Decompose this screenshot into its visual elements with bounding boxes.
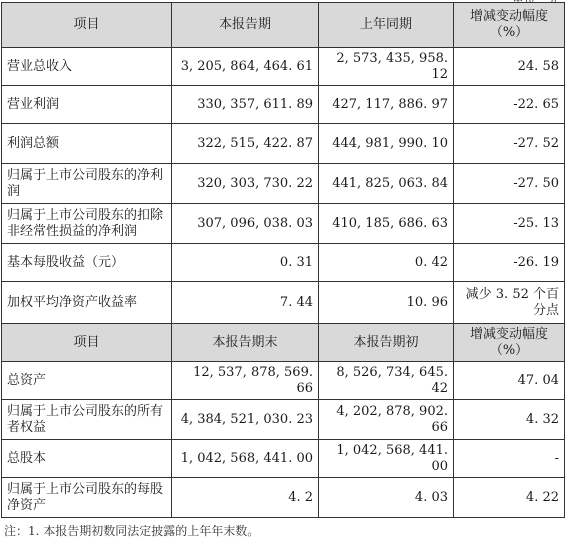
header-period-start: 本报告期初 <box>319 324 454 362</box>
row-current: 12, 537, 878, 569. 66 <box>172 362 319 400</box>
row-change: -26. 19 <box>454 244 565 282</box>
row-prior: 4. 03 <box>319 478 454 518</box>
header-period-end: 本报告期末 <box>172 324 319 362</box>
row-current: 330, 357, 611. 89 <box>172 86 319 124</box>
row-prior: 2, 573, 435, 958. 12 <box>319 48 454 86</box>
table-row <box>2 440 565 478</box>
row-item: 加权平均净资产收益率 <box>2 282 172 324</box>
row-prior: 441, 825, 063. 84 <box>319 164 454 204</box>
table-row <box>2 282 565 324</box>
header-item: 项目 <box>2 324 172 362</box>
financial-summary-table <box>1 2 565 518</box>
row-current: 7. 44 <box>172 282 319 324</box>
row-current: 0. 31 <box>172 244 319 282</box>
row-item: 归属于上市公司股东的每股净资产 <box>2 478 172 518</box>
table-row <box>2 362 565 400</box>
table-row <box>2 164 565 204</box>
header-change-pct: 增减变动幅度（%） <box>454 324 565 362</box>
row-item: 营业利润 <box>2 86 172 124</box>
row-change: 4. 22 <box>454 478 565 518</box>
table-row <box>2 48 565 86</box>
row-current: 4, 384, 521, 030. 23 <box>172 400 319 440</box>
row-item: 归属于上市公司股东的净利润 <box>2 164 172 204</box>
row-current: 3, 205, 864, 464. 61 <box>172 48 319 86</box>
row-prior: 4, 202, 878, 902. 66 <box>319 400 454 440</box>
row-change: -27. 52 <box>454 124 565 164</box>
row-prior: 1, 042, 568, 441. 00 <box>319 440 454 478</box>
header-prior-period: 上年同期 <box>319 3 454 48</box>
row-current: 4. 2 <box>172 478 319 518</box>
header-item: 项目 <box>2 3 172 48</box>
row-item: 营业总收入 <box>2 48 172 86</box>
footnote: 注：1. 本报告期初数同法定披露的上年年末数。 <box>4 524 260 538</box>
row-prior: 410, 185, 686. 63 <box>319 204 454 244</box>
table-row <box>2 400 565 440</box>
row-item: 总股本 <box>2 440 172 478</box>
table-row <box>2 244 565 282</box>
row-change: 47. 04 <box>454 362 565 400</box>
header-current-period: 本报告期 <box>172 3 319 48</box>
row-item: 利润总额 <box>2 124 172 164</box>
row-change: 24. 58 <box>454 48 565 86</box>
row-prior: 0. 42 <box>319 244 454 282</box>
row-current: 322, 515, 422. 87 <box>172 124 319 164</box>
row-change: 4. 32 <box>454 400 565 440</box>
row-item: 总资产 <box>2 362 172 400</box>
row-item: 归属于上市公司股东的所有者权益 <box>2 400 172 440</box>
row-current: 307, 096, 038. 03 <box>172 204 319 244</box>
table-row <box>2 124 565 164</box>
row-prior: 10. 96 <box>319 282 454 324</box>
row-change: 减少 3. 52 个百分点 <box>454 282 565 324</box>
row-prior: 8, 526, 734, 645. 42 <box>319 362 454 400</box>
header-change-pct: 增减变动幅度（%） <box>454 3 565 48</box>
row-change: - <box>454 440 565 478</box>
row-item: 归属于上市公司股东的扣除非经常性损益的净利润 <box>2 204 172 244</box>
row-prior: 444, 981, 990. 10 <box>319 124 454 164</box>
row-current: 1, 042, 568, 441. 00 <box>172 440 319 478</box>
row-item: 基本每股收益（元） <box>2 244 172 282</box>
table-row <box>2 204 565 244</box>
row-prior: 427, 117, 886. 97 <box>319 86 454 124</box>
header-row <box>2 3 565 48</box>
row-current: 320, 303, 730. 22 <box>172 164 319 204</box>
table-row <box>2 478 565 518</box>
row-change: -22. 65 <box>454 86 565 124</box>
row-change: -27. 50 <box>454 164 565 204</box>
header-row <box>2 324 565 362</box>
table-row <box>2 86 565 124</box>
row-change: -25. 13 <box>454 204 565 244</box>
